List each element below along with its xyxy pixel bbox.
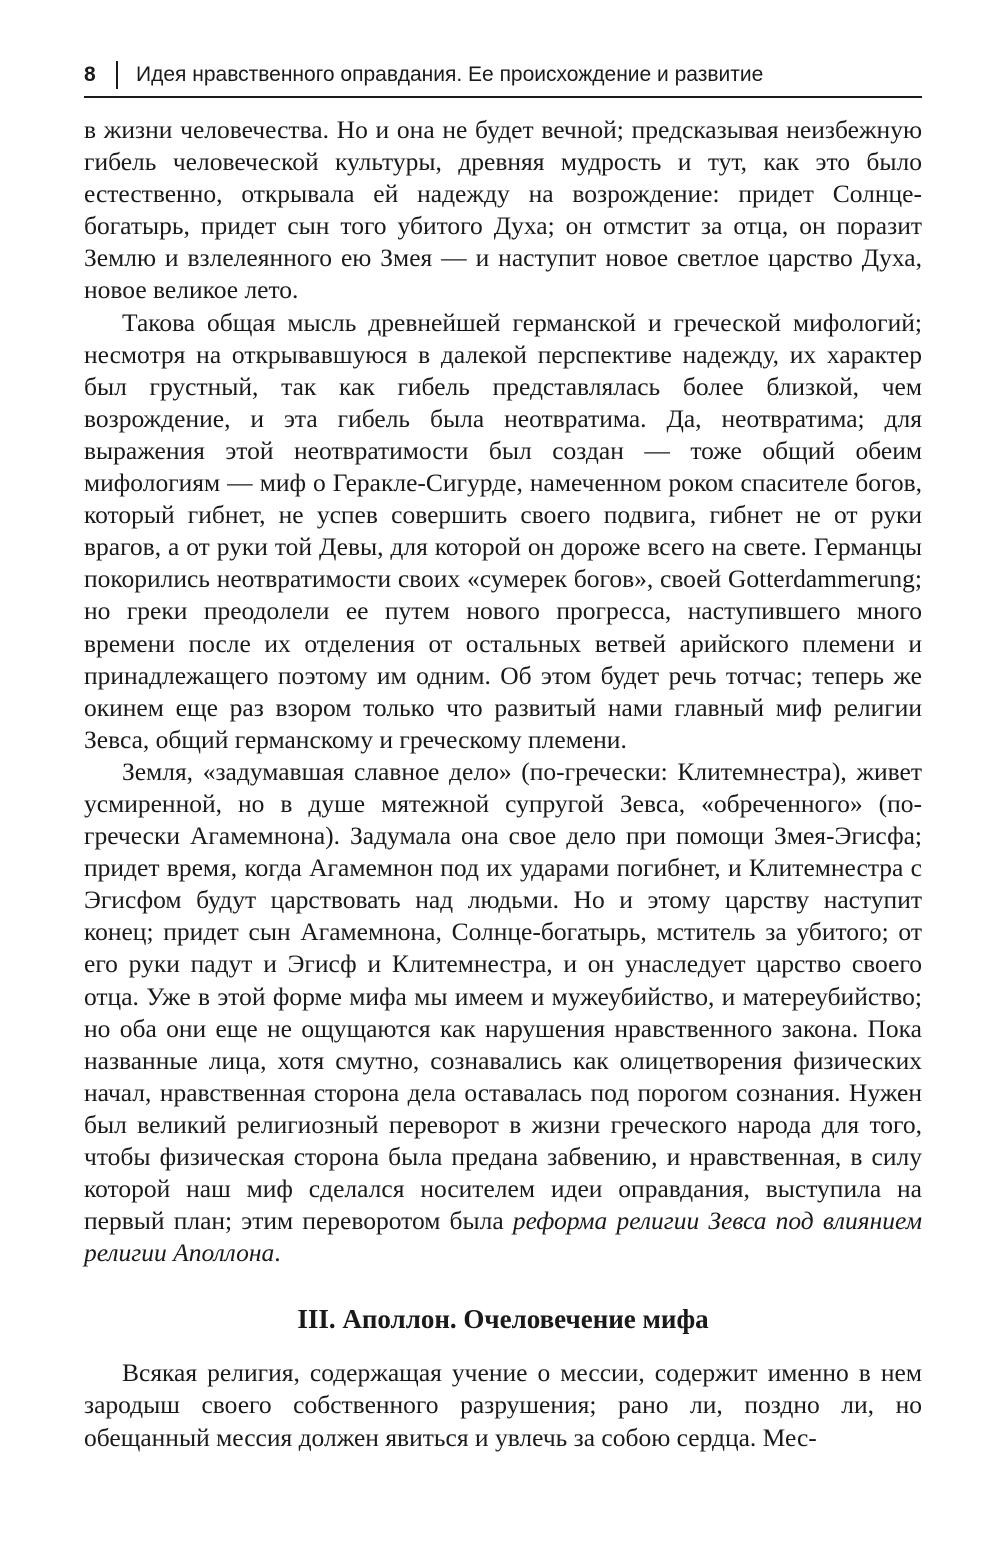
body-text [84, 114, 922, 1454]
paragraph-tail: . [274, 1238, 281, 1268]
running-header [84, 60, 922, 90]
header-divider [116, 61, 118, 89]
paragraph-text: Земля, «задумавшая славное дело» (по-гречески: Клитемнестра), живет усмиренной, но в душе мятежной супругой Зевса, «обреченного» (по-гречески Агамемнона). Задумала она свое дело при помощи Змея-Эгисфа; придет время, когда Агамемнон под их ударами погибнет, и Клитемнестра с Эгисфом будут царствовать над людьми. Но и этому царству наступит конец; придет сын Агамемнона, Солнце-богатырь, мститель за убитого; от его руки падут и Эгисф и Клитемнестра, и он унаследует царство своего отца. Уже в этой форме мифа мы имеем и мужеубийство, и матереубийство; но оба они еще не ощущаются как нарушения нравственного закона. Пока названные лица, хотя смутно, сознавались как олицетворения физических начал, нравственная сторона дела оставалась под порогом сознания. Нужен был великий религиозный переворот в жизни греческого народа для того, чтобы физическая сторона была предана забвению, и нравственная, в силу которой наш миф сделался носителем идеи оправдания, выступила на первый план; этим переворотом была [84, 756, 922, 1236]
running-title: Идея нравственного оправдания. Ее происхождение и развитие [136, 63, 764, 86]
paragraph [84, 307, 922, 756]
paragraph-continuation [84, 114, 922, 307]
paragraph-text: Такова общая мысль древнейшей германской и греческой мифологий; несмотря на открывавшуюся в далекой перспективе надежду, их характер был грустный, так как гибель представлялась более близкой, чем возрождение, и эта гибель была неотвратима. Да, неотвратима; для выражения этой неотвратимости был создан — тоже общий обеим мифологиям — миф о Геракле-Сигурде, намеченном роком спасителе богов, который гибнет, не успев совершить своего подвига, гибнет не от руки врагов, а от руки той Девы, для которой он дороже всего на свете. Германцы покорились неотвратимости своих «сумерек богов», своей Gotterdammerung; но греки преодолели ее путем нового прогресса, наступившего много времени после их отделения от остальных ветвей арийского племени и принадлежащего поэтому им одним. Об этом будет речь тотчас; теперь же окинем еще раз взором только что развитый нами главный миф религии Зевса, общий германскому и греческому племени. [84, 307, 922, 754]
page-number: 8 [84, 63, 96, 86]
paragraph-text: Всякая религия, содержащая учение о мессии, содержит именно в нем зародыш своего собственного разрушения; рано ли, поздно ли, но обещанный мессия должен явиться и увлечь за собою сердца. Мес- [84, 1358, 922, 1452]
paragraph [84, 1357, 922, 1453]
paragraph-text: в жизни человечества. Но и она не будет вечной; предсказывая неизбежную гибель человеческой культуры, древняя мудрость и тут, как это было естественно, открывала ей надежду на возрождение: придет Солнце-богатырь, придет сын того убитого Духа; он отмстит за отца, он поразит Землю и взлелеянного ею Змея — и наступит новое светлое царство Духа, новое великое лето. [84, 115, 922, 305]
header-rule [84, 96, 922, 98]
section-heading: III. Аполлон. Очеловечение мифа [297, 1304, 709, 1335]
paragraph [84, 756, 922, 1270]
emphasized-text: реформа религии Зевса под влиянием религии Аполлона [84, 1206, 922, 1268]
